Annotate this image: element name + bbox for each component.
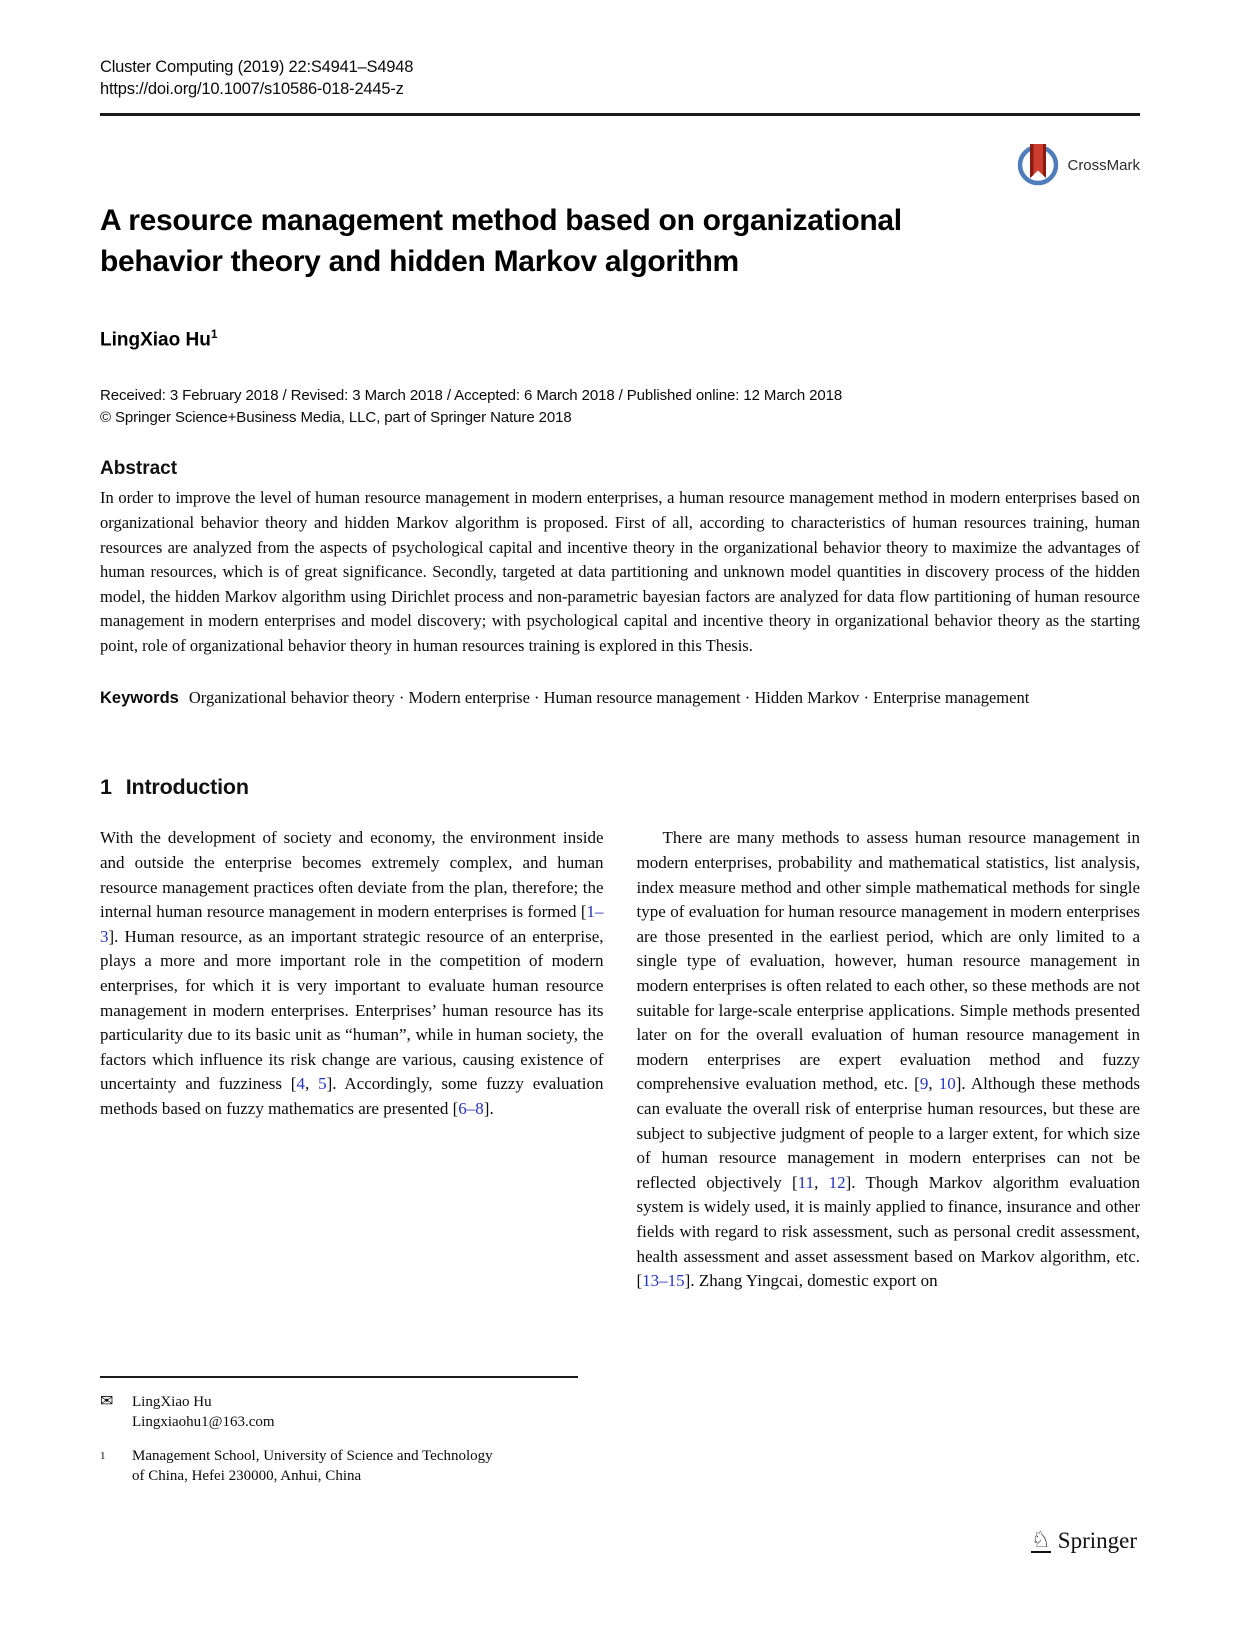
citation-link[interactable]: 4 [296,1074,305,1094]
keywords-text: Organizational behavior theory · Modern enterprise · Human resource management · Hidden Markov · Enterprise management [188,688,1030,708]
keywords-label: Keywords [100,689,179,708]
body-columns [100,826,1140,1293]
footnote-rule [100,1376,578,1378]
crossmark-label: CrossMark [1067,157,1140,174]
section-number: 1 [100,775,112,800]
journal-reference: Cluster Computing (2019) 22:S4941–S4948 [100,58,414,76]
abstract-heading: Abstract [100,458,178,480]
affiliation-text [132,1446,493,1486]
citation-link[interactable]: 12 [828,1172,846,1192]
correspondence-name: LingXiao Hu [132,1394,212,1410]
author-line [100,327,1140,351]
affiliation-marker: 1 [100,1450,106,1462]
author-affiliation-marker: 1 [210,327,218,341]
intro-paragraph-right: There are many methods to assess human resource management in modern enterprises, probability and mathematical statistics, list analysis, index measure method and other simple mathematical methods for single type of evaluation for human resource management in modern enterprises are those presented in the earliest period, which are only limited to a single type of evaluation, however, human resource management in modern enterprises is often related to each other, so these methods are not suitable for large-scale enterprise applications. Simple methods presented later on for the overall evaluation of human resource management in modern enterprises are expert evaluation method and fuzzy comprehensive evaluation method, etc. [9, 10]. Although these methods can evaluate the overall risk of enterprise human resources, but these are subject to subjective judgment of people to a larger extent, for which size of human resource management in modern enterprises can not be reflected objectively [11, 12]. Though Markov algorithm evaluation system is widely used, it is mainly applied to finance, insurance and other fields with regard to risk assessment, such as personal credit assessment, health assessment and asset assessment based on Markov algorithm, etc. [13–15]. Zhang Yingcai, domestic export on [636,828,1141,1291]
affiliation-line1: Management School, University of Science and Technology [132,1448,493,1464]
citation-link[interactable]: 1–3 [100,902,604,946]
article-title: A resource management method based on organizational behavior theory and hidden Markov algorithm [100,204,902,278]
affiliation-line2: of China, Hefei 230000, Anhui, China [132,1468,362,1484]
envelope-icon: ✉ [100,1393,114,1410]
left-column [100,826,604,1293]
correspondence-email: Lingxiaohu1@163.com [132,1414,275,1430]
citation-link[interactable]: 6–8 [458,1099,484,1119]
correspondence-details [132,1392,275,1432]
copyright-line: © Springer Science+Business Media, LLC, part of Springer Nature 2018 [100,409,572,427]
intro-paragraph-left: With the development of society and economy, the environment inside and outside the enterprise becomes extremely complex, and human resource management practices often deviate from the plan, therefore; the internal human resource management in modern enterprises is formed [1–3]. Human resource, as an important strategic resource of an enterprise, plays a more and more important role in the competition of modern enterprises, for which it is very important to evaluate human resource management in modern enterprises. Enterprises’ human resource has its particularity due to its basic unit as “human”, while in human society, the factors which influence its risk change are various, causing existence of uncertainty and fuzziness [4, 5]. Accordingly, some fuzzy evaluation methods based on fuzzy mathematics are presented [6–8]. [100,828,604,1119]
citation-link[interactable]: 9 [919,1074,929,1094]
citation-link[interactable]: 13–15 [642,1271,685,1291]
journal-header [100,0,1140,100]
author-name: LingXiao Hu [100,329,211,351]
section-heading-introduction [100,775,1140,800]
crossmark-badge[interactable] [1015,138,1140,193]
affiliation-row [100,1446,578,1486]
footnote-block [100,1376,578,1490]
abstract-text: In order to improve the level of human resource management in modern enterprises, a human resource management method in modern enterprises based on organizational behavior theory and hidden Markov algorithm is proposed. First of all, according to characteristics of human resources training, human resources are analyzed from the aspects of psychological capital and incentive theory in the organizational behavior theory to maximize the advantages of human resources, which is of great significance. Secondly, targeted at data partitioning and unknown model quantities in discovery process of the hidden model, the hidden Markov algorithm using Dirichlet process and non-parametric bayesian factors are analyzed for data flow partitioning of human resource management in modern enterprises and model discovery; with psychological capital and incentive theory in organizational behavior theory as the starting point, role of organizational behavior theory in human resources training is explored in this Thesis. [100,488,1140,655]
section-title: Introduction [125,775,249,800]
correspondence-row [100,1392,578,1432]
crossmark-icon [1015,138,1061,193]
citation-link[interactable]: 11 [797,1172,815,1192]
right-column [637,826,1141,1293]
citation-link[interactable]: 5 [318,1074,327,1094]
citation-link[interactable]: 10 [938,1074,956,1094]
keywords-line [100,685,1140,711]
article-history: Received: 3 February 2018 / Revised: 3 March 2018 / Accepted: 6 March 2018 / Published online: 12 March 2018 [100,387,843,405]
meta-block [100,385,1140,429]
springer-knight-icon: ♘ [1031,1527,1051,1552]
header-rule [100,113,1140,116]
springer-wordmark: Springer [1057,1528,1137,1553]
doi-text: https://doi.org/10.1007/s10586-018-2445-z [100,80,404,98]
springer-logo [1031,1528,1137,1554]
